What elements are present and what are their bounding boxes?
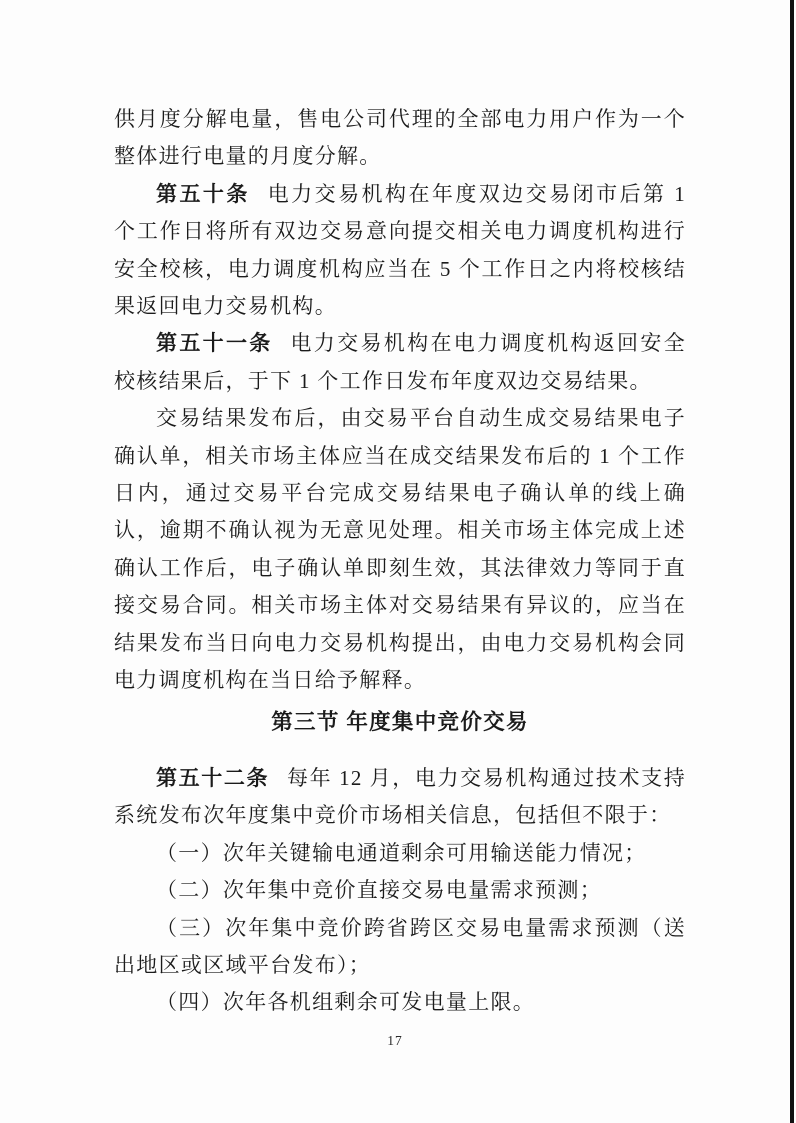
list-item-4: （四）次年各机组剩余可发电量上限。 [156, 990, 536, 1015]
paragraph-article-51 [114, 325, 686, 400]
list-item-3: （三）次年集中竞价跨省跨区交易电量需求预测（送出地区或区域平台发布）； [114, 915, 686, 977]
page-edge-line [790, 0, 794, 1123]
paragraph-continuation: 供月度分解电量，售电公司代理的全部电力用户作为一个整体进行电量的月度分解。 [114, 107, 686, 169]
page-body-text [114, 101, 686, 1022]
list-item-1: （一）次年关键输电通道剩余可用输送能力情况； [156, 840, 647, 865]
article-50-text: 电力交易机构在年度双边交易闭市后第 1 个工作日将所有双边交易意向提交相关电力调度机构进行安全校核，电力调度机构应当在 5 个工作日之内将校核结果返回电力交易机构。 [114, 181, 686, 319]
article-51-text: 电力交易机构在电力调度机构返回安全校核结果后，于下 1 个工作日发布年度双边交易结果。 [114, 331, 686, 393]
article-52-label: 第五十二条 [156, 765, 270, 790]
article-50-label: 第五十条 [156, 181, 250, 206]
paragraph-confirmation: 交易结果发布后，由交易平台自动生成交易结果电子确认单，相关市场主体应当在成交结果发布后的 1 个工作日内，通过交易平台完成交易结果电子确认单的线上确认，逾期不确认视为无意见处理。相关市场主体完成上述确认工作后，电子确认单即刻生效，其法律效力等同于直接交易合同。相关市场主体对交易结果有异议的，应当在结果发布当日向电力交易机构提出，由电力交易机构会同电力调度机构在当日给予解释。 [114, 406, 686, 693]
article-51-label: 第五十一条 [156, 331, 273, 356]
list-item-2: （二）次年集中竞价直接交易电量需求预测； [156, 878, 602, 903]
section-heading: 第三节 年度集中竞价交易 [271, 709, 529, 734]
paragraph-article-50 [114, 176, 686, 326]
paragraph-article-52 [114, 760, 686, 835]
page-number: 17 [387, 1033, 403, 1048]
article-52-text: 每年 12 月，电力交易机构通过技术支持系统发布次年度集中竞价市场相关信息，包括但不限于： [114, 765, 687, 828]
